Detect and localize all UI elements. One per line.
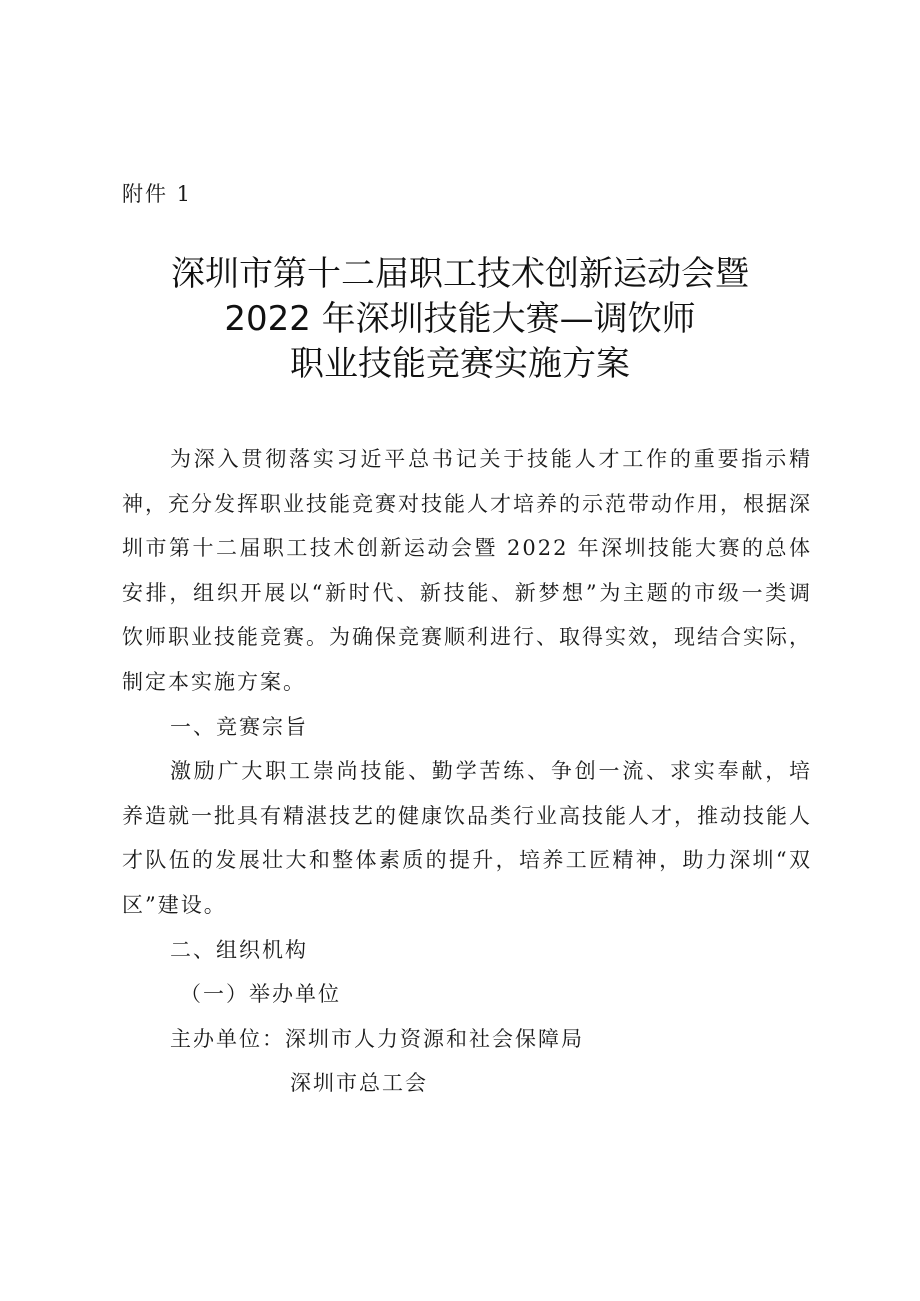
title-line-1: 深圳市第十二届职工技术创新运动会暨 [171, 254, 749, 294]
subheading-host-units: （一）举办单位 [180, 982, 341, 1007]
intro-paragraph: 为深入贯彻落实习近平总书记关于技能人才工作的重要指示精神，充分发挥职业技能竞赛对技能人才培养的示范带动作用，根据深圳市第十二届职工技术创新运动会暨 2022 年深圳技能大赛的总体安排，组织开展以“新时代、新技能、新梦想”为主题的市级一类调饮师职业技能竞赛。为确保竞赛顺利进行、取得实效，现结合实际，制定本实施方案。 [122, 447, 812, 694]
section-heading-purpose: 一、竞赛宗旨 [170, 714, 308, 739]
attachment-label: 附件 1 [122, 182, 193, 206]
title-line-2: 2022 年深圳技能大赛—调饮师 [224, 299, 696, 339]
document-body [122, 437, 812, 1106]
host-unit-line: 主办单位：深圳市人力资源和社会保障局 [170, 1026, 584, 1051]
host-unit-continuation: 深圳市总工会 [290, 1071, 428, 1096]
purpose-paragraph: 激励广大职工崇尚技能、勤学苦练、争创一流、求实奉献，培养造就一批具有精湛技艺的健康饮品类行业高技能人才，推动技能人才队伍的发展壮大和整体素质的提升，培养工匠精神，助力深圳“双区”建设。 [122, 759, 812, 917]
section-heading-organization: 二、组织机构 [170, 937, 308, 962]
document-title [60, 252, 860, 387]
title-line-3: 职业技能竞赛实施方案 [290, 344, 630, 384]
